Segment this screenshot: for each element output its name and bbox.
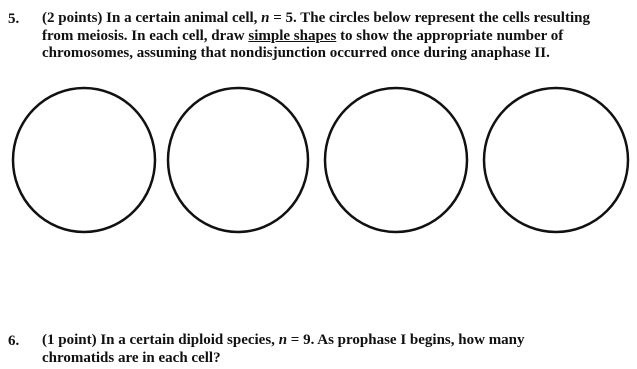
question-6-line-2: chromatids are in each cell? — [42, 349, 221, 366]
cell-circle-3[interactable] — [325, 88, 467, 232]
question-5-text — [42, 10, 627, 63]
question-5-line-3: chromosomes, assuming that nondisjunction occurred once during anaphase II. — [42, 45, 550, 61]
question-5-number: 5. — [8, 11, 20, 27]
question-6-line-1: (1 point) In a certain diploid species, n = 9. As prophase I begins, how many — [42, 332, 525, 348]
simple-shapes-underlined: simple shapes — [248, 27, 337, 44]
question-5-line-2: from meiosis. In each cell, draw simple shapes to show the appropriate number of — [42, 27, 564, 44]
cell-circle-1[interactable] — [13, 88, 155, 232]
question-6-text — [42, 332, 627, 367]
question-6-number: 6. — [8, 333, 20, 349]
question-5-line-1: (2 points) In a certain animal cell, n = 5. The circles below represent the cells resulting — [42, 10, 590, 26]
cell-circle-4[interactable] — [484, 88, 628, 232]
cell-circle-2[interactable] — [168, 88, 308, 232]
